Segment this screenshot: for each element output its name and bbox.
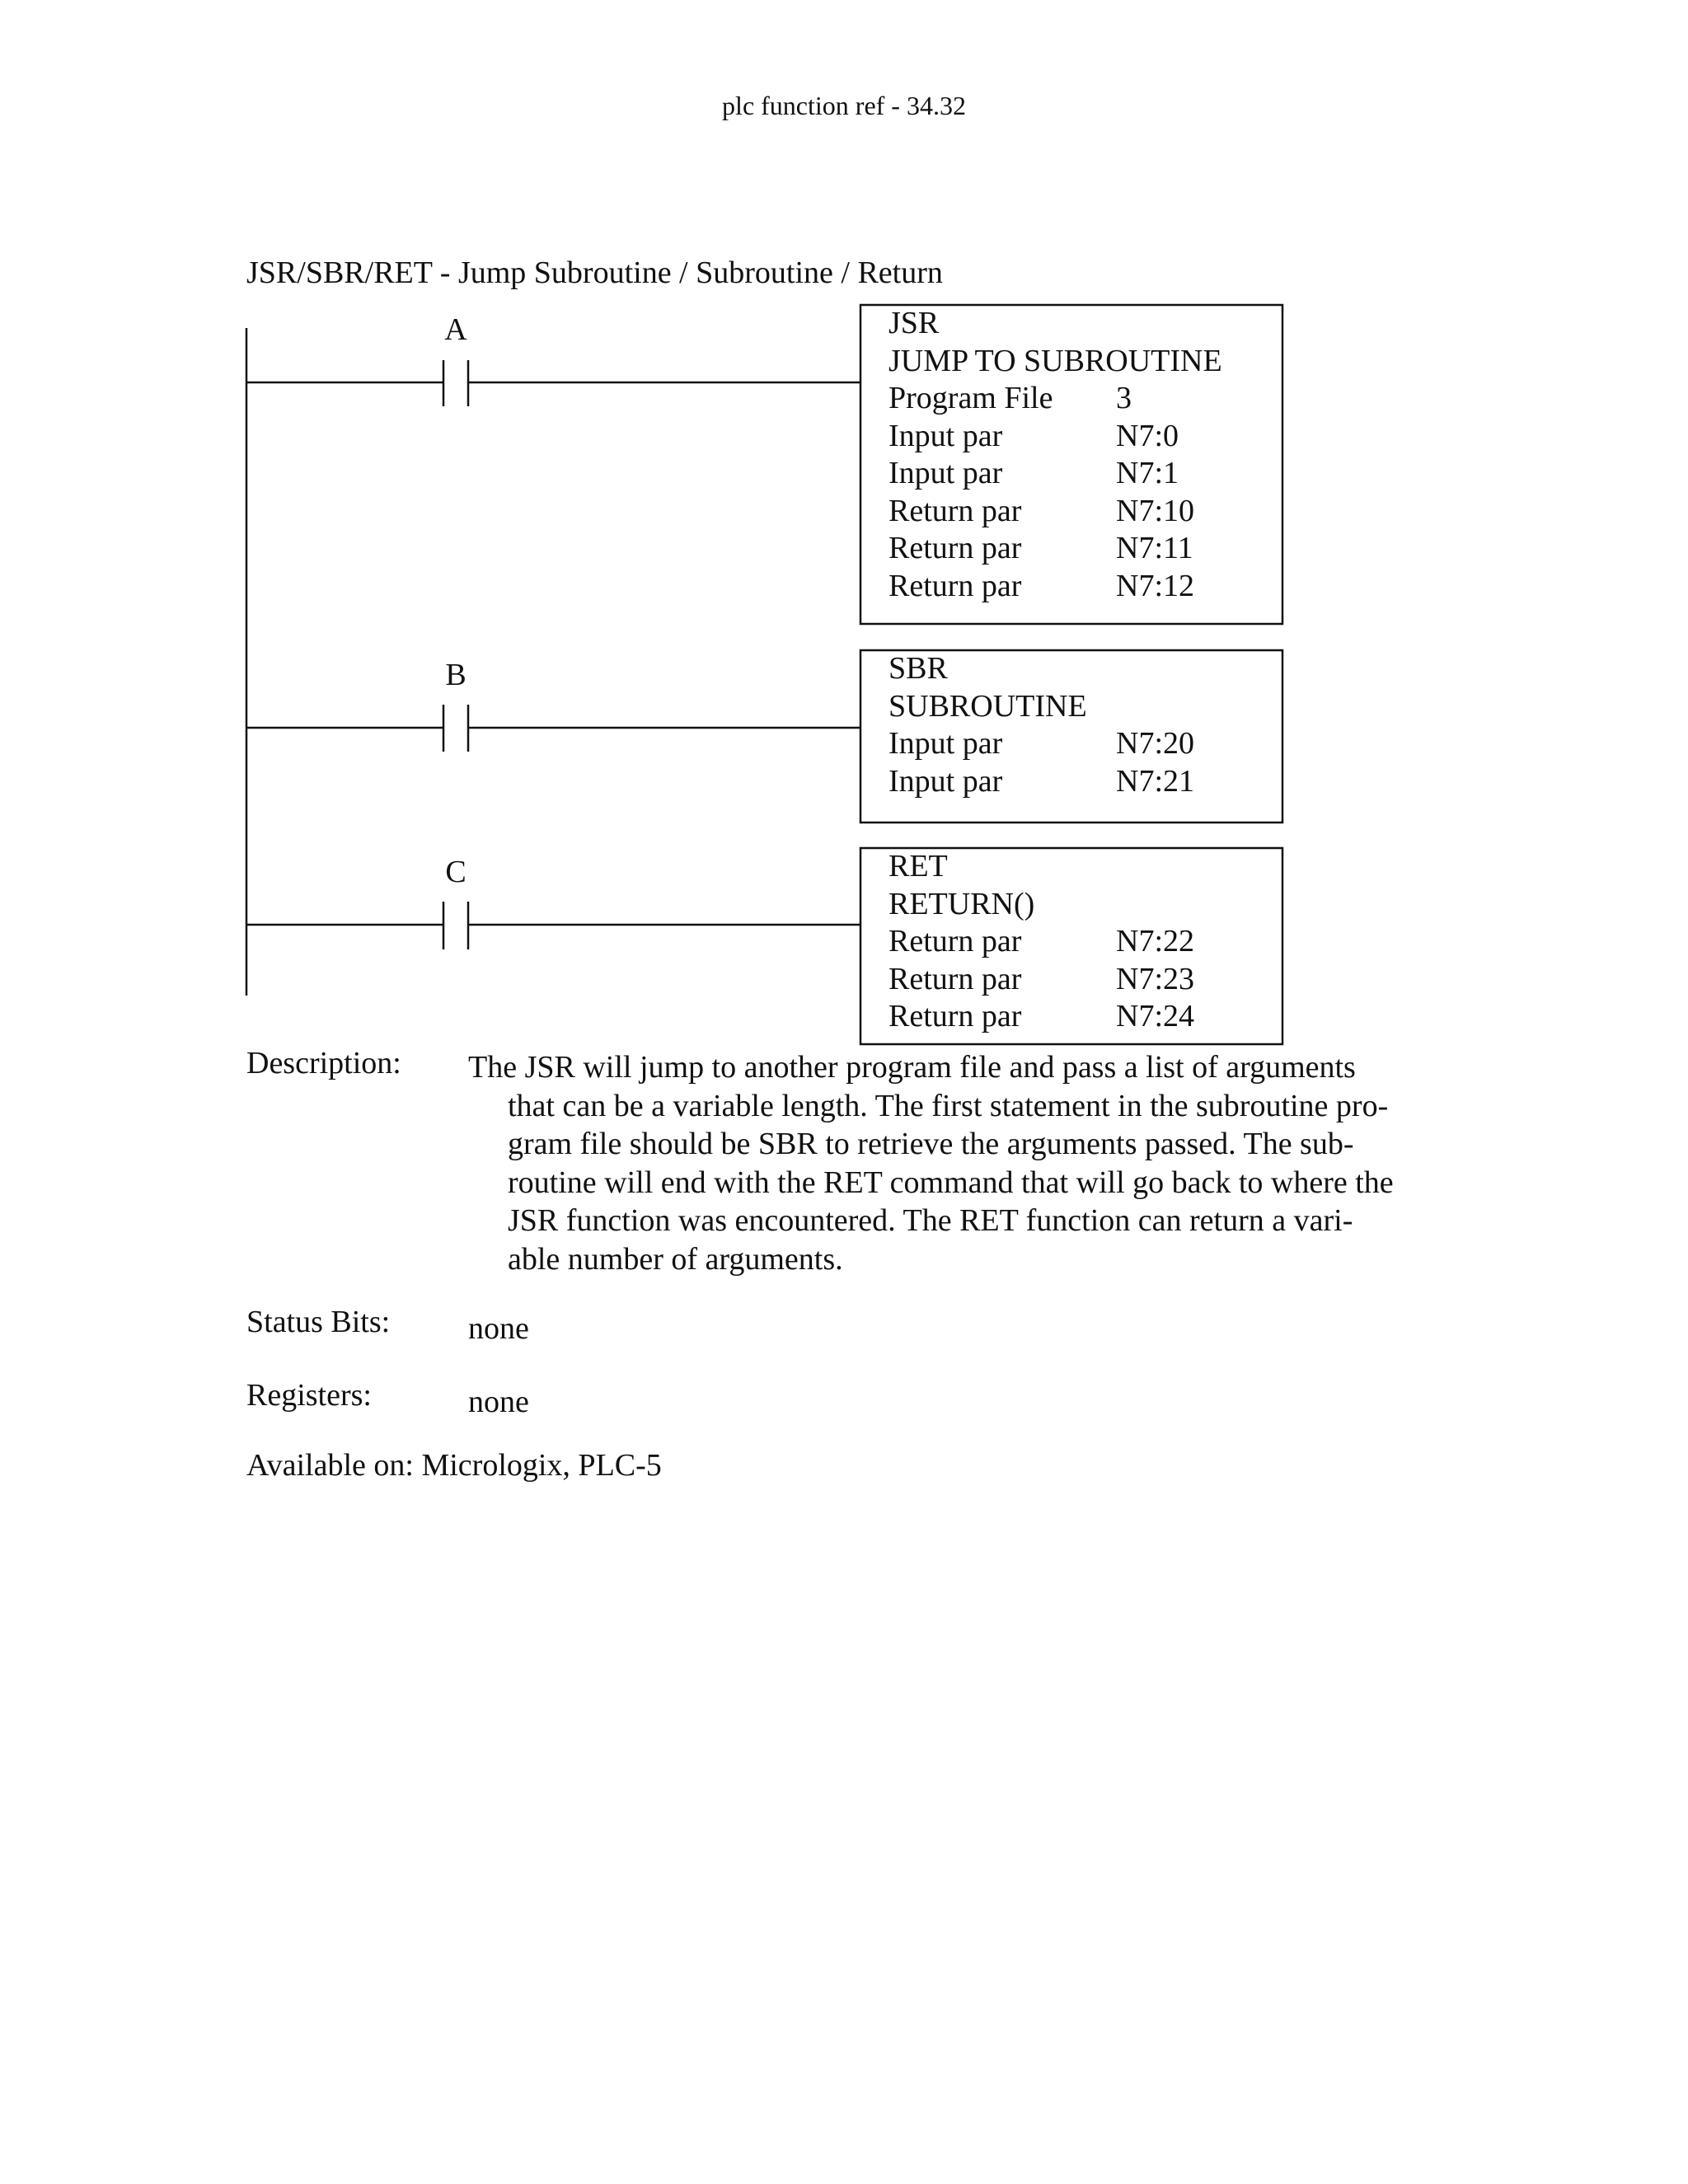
block-row: [889, 568, 1297, 606]
param-key: Return par: [889, 924, 1022, 958]
description-text: [468, 1048, 1441, 1278]
page-header: plc function ref - 34.32: [722, 91, 966, 120]
param-value: N7:20: [1116, 726, 1194, 761]
param-value: N7:0: [1116, 418, 1179, 453]
param-key: Return par: [889, 493, 1022, 528]
param-value: N7:21: [1116, 763, 1194, 799]
block-row: [889, 418, 1297, 456]
contact-label-c: C: [445, 855, 467, 889]
block-row: [889, 763, 1297, 801]
registers-value: none: [468, 1385, 529, 1419]
block-row: [889, 380, 1297, 418]
param-key: Input par: [889, 418, 1003, 453]
block-name: JSR: [889, 306, 940, 340]
block-row: [889, 923, 1297, 961]
block-row: [889, 725, 1297, 763]
param-key: Return par: [889, 568, 1022, 603]
status-bits-value: none: [468, 1311, 529, 1346]
block-row: [889, 530, 1297, 568]
param-key: Input par: [889, 726, 1003, 761]
block-subtitle: SUBROUTINE: [889, 688, 1087, 724]
description-line: able number of arguments.: [508, 1241, 843, 1277]
param-key: Return par: [889, 531, 1022, 565]
block-row: [889, 998, 1297, 1036]
block-row: [889, 455, 1297, 493]
param-value: N7:10: [1116, 493, 1194, 528]
description-line: routine will end with the RET command that will go back to where the: [508, 1165, 1394, 1200]
param-value: N7:12: [1116, 568, 1194, 603]
contact-label-a: A: [444, 312, 467, 347]
param-key: Program File: [889, 381, 1053, 415]
description-line: that can be a variable length. The first statement in the subroutine pro-: [508, 1088, 1389, 1123]
available-on: Available on: Micrologix, PLC-5: [246, 1448, 662, 1483]
param-value: N7:22: [1116, 924, 1194, 958]
contact-label-b: B: [445, 658, 467, 692]
jsr-block: [889, 305, 1297, 605]
param-value: N7:11: [1116, 531, 1193, 565]
ret-block: [889, 848, 1297, 1036]
section-title: JSR/SBR/RET - Jump Subroutine / Subroutine / Return: [246, 255, 943, 290]
description-label: Description:: [246, 1046, 401, 1080]
block-row: [889, 493, 1297, 531]
param-key: Input par: [889, 763, 1003, 799]
param-key: Return par: [889, 961, 1022, 996]
description-line: The JSR will jump to another program file and pass a list of arguments: [468, 1050, 1356, 1085]
block-subtitle: JUMP TO SUBROUTINE: [889, 343, 1222, 378]
block-subtitle: RETURN(): [889, 886, 1035, 921]
registers-label: Registers:: [246, 1378, 372, 1413]
param-value: N7:23: [1116, 961, 1194, 996]
status-bits-label: Status Bits:: [246, 1305, 391, 1339]
description-line: gram file should be SBR to retrieve the arguments passed. The sub-: [508, 1127, 1354, 1161]
description-line: JSR function was encountered. The RET function can return a vari-: [508, 1203, 1353, 1238]
param-key: Input par: [889, 456, 1003, 490]
sbr-block: [889, 650, 1297, 800]
block-row: [889, 961, 1297, 999]
block-name: SBR: [889, 651, 948, 686]
param-value: 3: [1116, 381, 1132, 415]
block-name: RET: [889, 849, 948, 883]
param-value: N7:24: [1116, 999, 1194, 1033]
param-value: N7:1: [1116, 456, 1179, 490]
param-key: Return par: [889, 999, 1022, 1033]
